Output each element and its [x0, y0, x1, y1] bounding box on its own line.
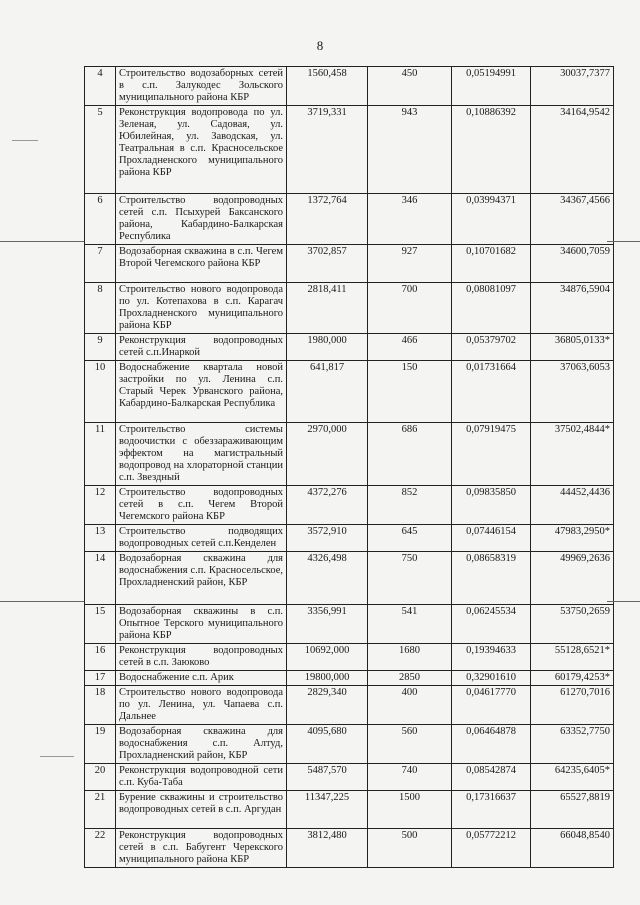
- project-description: Строительство системы водоочистки с обеззараживающим эффектом на магистральный водопровод на хлораторной станции с.п. Звездный: [116, 423, 287, 486]
- population-served: 927: [368, 245, 452, 283]
- project-description: Бурение скважины и строительство водопроводных сетей в с.п. Аргудан: [116, 791, 287, 829]
- project-cost: 3719,331: [287, 106, 368, 194]
- table-row: [85, 245, 614, 283]
- row-number: 11: [85, 423, 116, 486]
- project-description: Реконструкция водопроводных сетей в с.п. Заюково: [116, 644, 287, 671]
- table-row: [85, 605, 614, 644]
- population-served: 700: [368, 283, 452, 334]
- row-number: 16: [85, 644, 116, 671]
- project-description: Строительство нового водопровода по ул. Ленина, ул. Чапаева с.п. Дальнее: [116, 686, 287, 725]
- page-number: 8: [316, 38, 324, 53]
- ratio-value: 0,04617770: [452, 686, 531, 725]
- ratio-value: 0,08658319: [452, 552, 531, 605]
- ratio-value: 0,05772212: [452, 829, 531, 868]
- row-number: 4: [85, 67, 116, 106]
- ratio-value: 0,08081097: [452, 283, 531, 334]
- project-cost: 1372,764: [287, 194, 368, 245]
- rating-value: 49969,2636: [531, 552, 614, 605]
- project-description: Реконструкция водопроводных сетей с.п.Инаркой: [116, 334, 287, 361]
- table-row: [85, 361, 614, 423]
- project-cost: 2970,000: [287, 423, 368, 486]
- table-row: [85, 283, 614, 334]
- ratio-value: 0,19394633: [452, 644, 531, 671]
- project-cost: 5487,570: [287, 764, 368, 791]
- population-served: 2850: [368, 671, 452, 686]
- scan-line: [12, 140, 38, 141]
- project-cost: 4095,680: [287, 725, 368, 764]
- project-cost: 4326,498: [287, 552, 368, 605]
- rating-value: 65527,8819: [531, 791, 614, 829]
- table-row: [85, 525, 614, 552]
- ratio-value: 0,05379702: [452, 334, 531, 361]
- project-description: Водозаборная скважина для водоснабжения с.п. Алтуд, Прохладненский район, КБР: [116, 725, 287, 764]
- population-served: 686: [368, 423, 452, 486]
- scan-line: [607, 601, 640, 602]
- population-served: 943: [368, 106, 452, 194]
- ratio-value: 0,06464878: [452, 725, 531, 764]
- row-number: 8: [85, 283, 116, 334]
- rating-value: 30037,7377: [531, 67, 614, 106]
- scan-line: [0, 601, 84, 602]
- table-row: [85, 486, 614, 525]
- row-number: 18: [85, 686, 116, 725]
- project-description: Реконструкция водопроводной сети с.п. Куба-Таба: [116, 764, 287, 791]
- row-number: 17: [85, 671, 116, 686]
- rating-value: 34876,5904: [531, 283, 614, 334]
- population-served: 750: [368, 552, 452, 605]
- population-served: 400: [368, 686, 452, 725]
- ratio-value: 0,08542874: [452, 764, 531, 791]
- project-description: Реконструкция водопроводных сетей в с.п. Бабугент Черекского муниципального района КБР: [116, 829, 287, 868]
- project-cost: 11347,225: [287, 791, 368, 829]
- population-served: 1680: [368, 644, 452, 671]
- ratio-value: 0,07919475: [452, 423, 531, 486]
- project-description: Строительство водопроводных сетей с.п. Псыхурей Баксанского района, Кабардино-Балкарская Республика: [116, 194, 287, 245]
- table-row: [85, 829, 614, 868]
- ratio-value: 0,07446154: [452, 525, 531, 552]
- project-cost: 10692,000: [287, 644, 368, 671]
- ratio-value: 0,05194991: [452, 67, 531, 106]
- population-served: 541: [368, 605, 452, 644]
- population-served: 500: [368, 829, 452, 868]
- ratio-value: 0,06245534: [452, 605, 531, 644]
- ratio-value: 0,10701682: [452, 245, 531, 283]
- rating-value: 61270,7016: [531, 686, 614, 725]
- population-served: 1500: [368, 791, 452, 829]
- project-cost: 4372,276: [287, 486, 368, 525]
- project-cost: 3702,857: [287, 245, 368, 283]
- rating-value: 66048,8540: [531, 829, 614, 868]
- project-cost: 3572,910: [287, 525, 368, 552]
- rating-value: 60179,4253*: [531, 671, 614, 686]
- row-number: 12: [85, 486, 116, 525]
- project-description: Водоснабжение квартала новой застройки по ул. Ленина с.п. Старый Черек Урванского района, Кабардино-Балкарская Республика: [116, 361, 287, 423]
- rating-value: 63352,7750: [531, 725, 614, 764]
- project-cost: 1980,000: [287, 334, 368, 361]
- row-number: 15: [85, 605, 116, 644]
- ratio-value: 0,01731664: [452, 361, 531, 423]
- row-number: 20: [85, 764, 116, 791]
- rating-value: 34367,4566: [531, 194, 614, 245]
- table-row: [85, 194, 614, 245]
- row-number: 13: [85, 525, 116, 552]
- ratio-value: 0,09835850: [452, 486, 531, 525]
- row-number: 21: [85, 791, 116, 829]
- projects-table: [84, 66, 614, 868]
- table-row: [85, 67, 614, 106]
- project-cost: 1560,458: [287, 67, 368, 106]
- population-served: 645: [368, 525, 452, 552]
- population-served: 740: [368, 764, 452, 791]
- project-description: Водозаборная скважина в с.п. Чегем Второй Чегемского района КБР: [116, 245, 287, 283]
- project-description: Водоснабжение с.п. Арик: [116, 671, 287, 686]
- project-description: Реконструкция водопровода по ул. Зеленая, ул. Садовая, ул. Юбилейная, ул. Заводская, ул. Театральная в с.п. Красносельское Прохладненского муниципального района КБР: [116, 106, 287, 194]
- ratio-value: 0,03994371: [452, 194, 531, 245]
- row-number: 6: [85, 194, 116, 245]
- project-cost: 19800,000: [287, 671, 368, 686]
- ratio-value: 0,32901610: [452, 671, 531, 686]
- population-served: 346: [368, 194, 452, 245]
- population-served: 560: [368, 725, 452, 764]
- population-served: 466: [368, 334, 452, 361]
- row-number: 10: [85, 361, 116, 423]
- ratio-value: 0,10886392: [452, 106, 531, 194]
- scan-line: [0, 241, 84, 242]
- ratio-value: 0,17316637: [452, 791, 531, 829]
- row-number: 9: [85, 334, 116, 361]
- rating-value: 37063,6053: [531, 361, 614, 423]
- project-cost: 3356,991: [287, 605, 368, 644]
- project-description: Строительство подводящих водопроводных сетей с.п.Кенделен: [116, 525, 287, 552]
- rating-value: 44452,4436: [531, 486, 614, 525]
- rating-value: 36805,0133*: [531, 334, 614, 361]
- population-served: 150: [368, 361, 452, 423]
- row-number: 14: [85, 552, 116, 605]
- row-number: 19: [85, 725, 116, 764]
- project-description: Водозаборная скважина для водоснабжения с.п. Красносельское, Прохладненский район, КБР: [116, 552, 287, 605]
- scan-line: [40, 756, 74, 757]
- population-served: 852: [368, 486, 452, 525]
- rating-value: 34600,7059: [531, 245, 614, 283]
- project-description: Водозаборная скважины в с.п. Опытное Терского муниципального района КБР: [116, 605, 287, 644]
- rating-value: 37502,4844*: [531, 423, 614, 486]
- project-cost: 641,817: [287, 361, 368, 423]
- project-description: Строительство нового водопровода по ул. Котепахова в с.п. Карагач Прохладненского муниципального района КБР: [116, 283, 287, 334]
- table-row: [85, 791, 614, 829]
- rating-value: 55128,6521*: [531, 644, 614, 671]
- project-description: Строительство водозаборных сетей в с.п. Залукодес Зольского муниципального района КБР: [116, 67, 287, 106]
- project-description: Строительство водопроводных сетей в с.п. Чегем Второй Чегемского района КБР: [116, 486, 287, 525]
- population-served: 450: [368, 67, 452, 106]
- row-number: 22: [85, 829, 116, 868]
- table-row: [85, 552, 614, 605]
- rating-value: 53750,2659: [531, 605, 614, 644]
- project-cost: 2818,411: [287, 283, 368, 334]
- table-row: [85, 423, 614, 486]
- table-row: [85, 334, 614, 361]
- rating-value: 64235,6405*: [531, 764, 614, 791]
- row-number: 7: [85, 245, 116, 283]
- project-cost: 2829,340: [287, 686, 368, 725]
- scan-line: [607, 241, 640, 242]
- table-row: [85, 764, 614, 791]
- rating-value: 34164,9542: [531, 106, 614, 194]
- table-row: [85, 686, 614, 725]
- table-row: [85, 644, 614, 671]
- table-row: [85, 671, 614, 686]
- project-cost: 3812,480: [287, 829, 368, 868]
- rating-value: 47983,2950*: [531, 525, 614, 552]
- row-number: 5: [85, 106, 116, 194]
- table-row: [85, 106, 614, 194]
- table-row: [85, 725, 614, 764]
